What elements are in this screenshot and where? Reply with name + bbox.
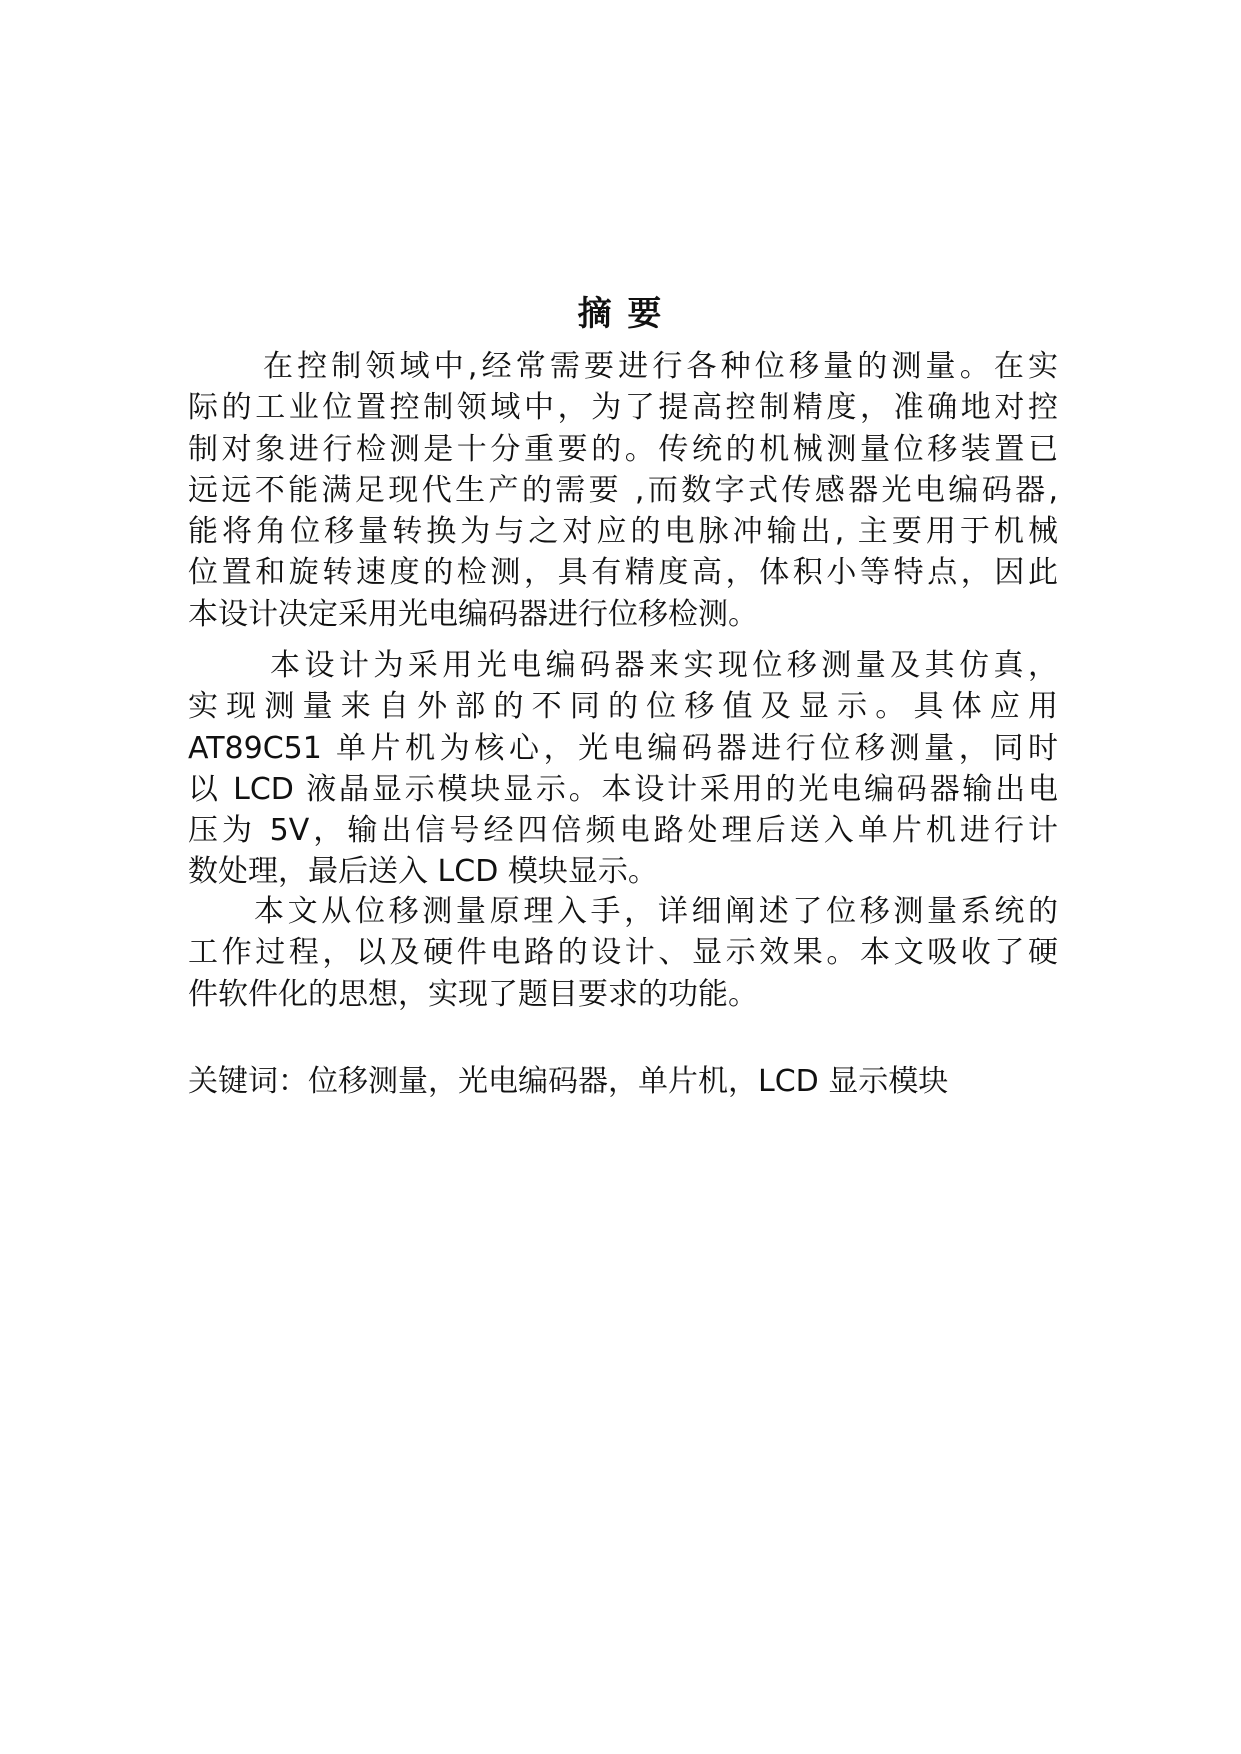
paragraph-line: 工作过程，以及硬件电路的设计、显示效果。本文吸收了硬 bbox=[188, 935, 1058, 971]
paragraph-line: 实现测量来自外部的不同的位移值及显示。具体应用 bbox=[188, 689, 1058, 725]
keywords-line: 关键词：位移测量，光电编码器，单片机，LCD 显示模块 bbox=[188, 1064, 949, 1099]
paragraph-line: 本设计决定采用光电编码器进行位移检测。 bbox=[188, 596, 758, 632]
paragraph-line: 本设计为采用光电编码器来实现位移测量及其仿真， bbox=[270, 648, 1058, 683]
paragraph-line: 远远不能满足现代生产的需要 ,而数字式传感器光电编码器, bbox=[188, 472, 1058, 508]
abstract-paragraph-1 bbox=[188, 346, 1058, 635]
paragraph-line: 本文从位移测量原理入手，详细阐述了位移测量系统的 bbox=[254, 894, 1058, 929]
paragraph-line: 制对象进行检测是十分重要的。传统的机械测量位移装置已 bbox=[188, 431, 1058, 467]
paragraph-line: 位置和旋转速度的检测，具有精度高，体积小等特点，因此 bbox=[188, 555, 1058, 591]
paragraph-line: 件软件化的思想，实现了题目要求的功能。 bbox=[188, 976, 758, 1012]
paragraph-line: 数处理，最后送入 LCD 模块显示。 bbox=[188, 854, 658, 890]
paragraph-line: 际的工业位置控制领域中，为了提高控制精度，准确地对控 bbox=[188, 390, 1058, 426]
paragraph-line: AT89C51 单片机为核心，光电编码器进行位移测量，同时 bbox=[188, 730, 1058, 766]
paragraph-line: 压为 5V，输出信号经四倍频电路处理后送入单片机进行计 bbox=[188, 813, 1058, 849]
paragraph-line: 在控制领域中,经常需要进行各种位移量的测量。在实 bbox=[263, 349, 1058, 384]
abstract-paragraph-3 bbox=[188, 891, 1058, 1015]
paragraph-line: 能将角位移量转换为与之对应的电脉冲输出, 主要用于机械 bbox=[188, 514, 1058, 550]
paragraph-line: 以 LCD 液晶显示模块显示。本设计采用的光电编码器输出电 bbox=[188, 771, 1058, 807]
abstract-paragraph-2 bbox=[188, 645, 1058, 893]
abstract-title: 摘 要 bbox=[577, 294, 664, 334]
